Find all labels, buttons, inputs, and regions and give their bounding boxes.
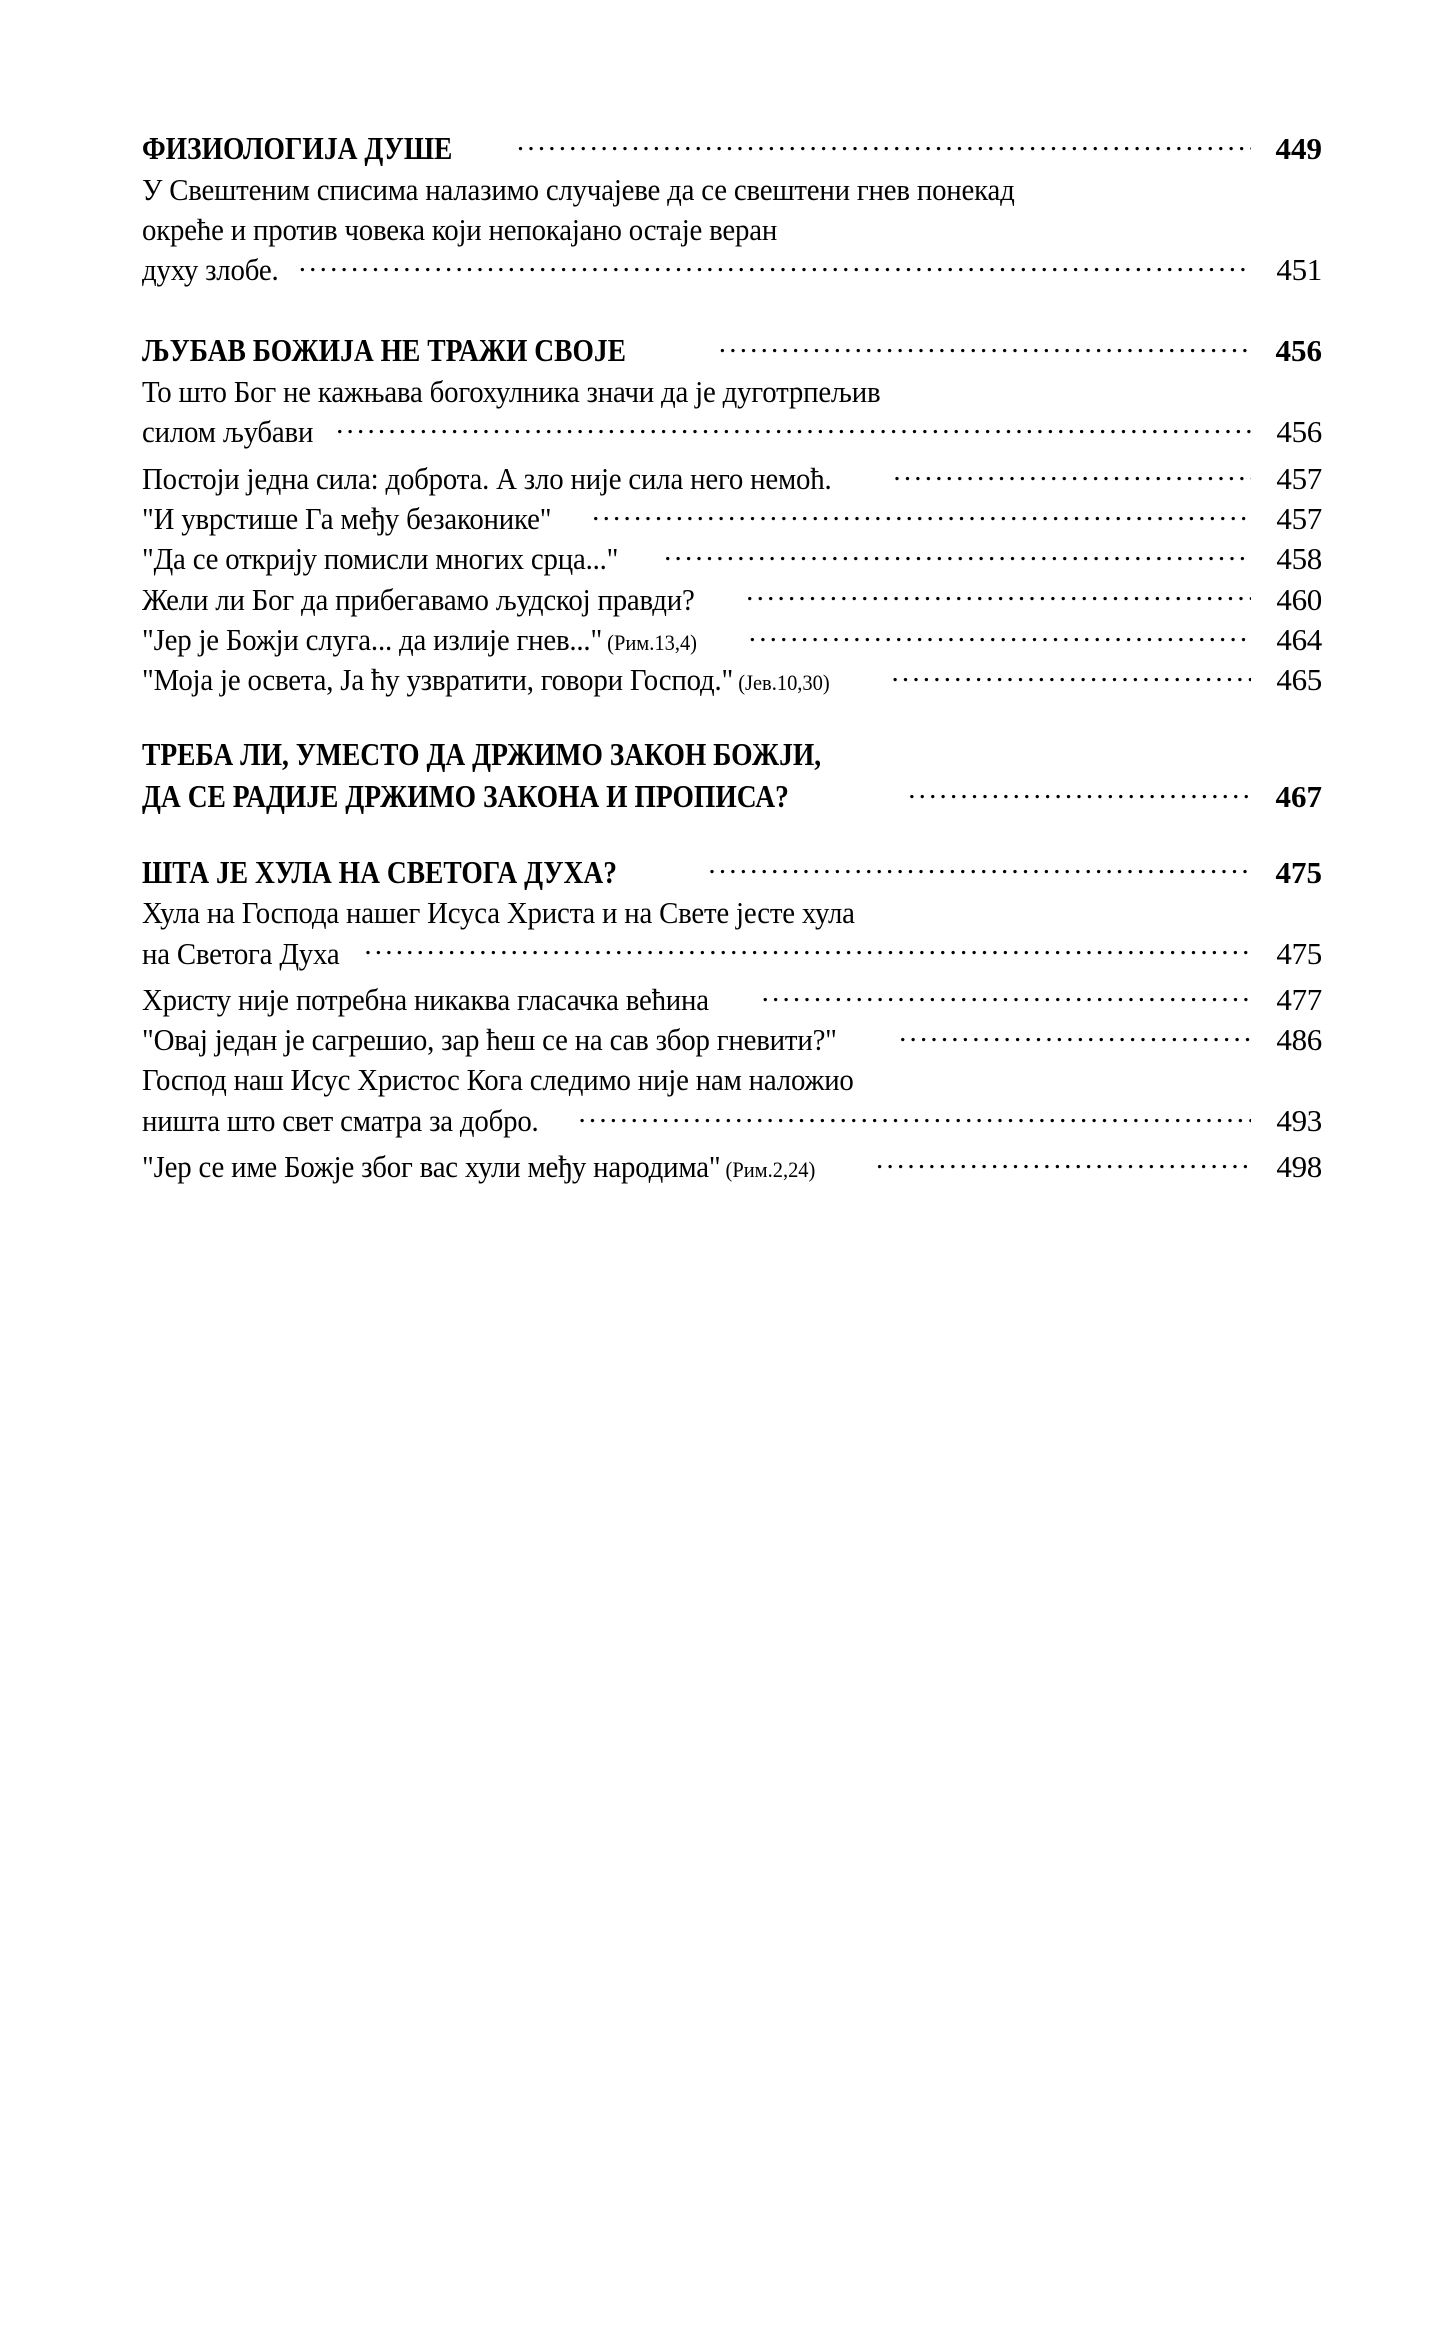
toc-entry-text: "Овај један је сагрешио, зар ћеш се на сав збор гневити?" — [142, 1022, 837, 1058]
toc-heading-row[interactable] — [142, 330, 1322, 372]
toc-heading-text: ШТА ЈЕ ХУЛА НА СВЕТОГА ДУХА? — [142, 853, 618, 890]
toc-entry-text: Христу није потребна никаква гласачка већина — [142, 981, 709, 1017]
toc-heading-row[interactable] — [142, 734, 1322, 776]
scripture-reference: (Јев.10,30) — [733, 670, 830, 696]
toc-entry-text: "Да се открију помисли многих срца..." — [142, 541, 619, 577]
toc-entry-row[interactable] — [142, 412, 1322, 452]
dot-leader — [746, 594, 1251, 610]
dot-leader — [762, 994, 1251, 1010]
dot-leader — [908, 791, 1251, 807]
toc-entry-text: силом љубави — [142, 414, 314, 450]
toc-entry-text: духу злобе. — [142, 252, 279, 288]
toc-entry-row[interactable] — [142, 620, 1322, 660]
page-number: 456 — [1275, 333, 1322, 369]
toc-entry-text: Господ наш Исус Христос Кога следимо није нам наложио — [142, 1062, 854, 1098]
page-number: 475 — [1276, 935, 1322, 971]
toc-entry-row[interactable] — [142, 170, 1322, 210]
toc-heading-text: ТРЕБА ЛИ, УМЕСТО ДА ДРЖИМО ЗАКОН БОЖЈИ, — [142, 736, 822, 773]
dot-leader — [708, 867, 1251, 883]
toc-entry-row[interactable] — [142, 1147, 1322, 1187]
toc-entry-text: То што Бог не кажњава богохулника значи да је дуготрпељив — [142, 374, 881, 410]
dot-leader — [891, 674, 1251, 690]
toc-entry-row[interactable] — [142, 372, 1322, 412]
toc-entry-text: У Свештеним списима налазимо случајеве да се свештени гнев понекад — [142, 171, 1015, 207]
dot-leader — [592, 513, 1251, 529]
page-number: 486 — [1276, 1022, 1322, 1058]
dot-leader — [336, 426, 1251, 442]
dot-leader — [364, 948, 1251, 964]
section-spacer — [142, 818, 1322, 852]
toc-entry-row[interactable] — [142, 980, 1322, 1020]
scripture-reference: (Рим.13,4) — [602, 629, 697, 655]
toc-entry-row[interactable] — [142, 1020, 1322, 1060]
page-number: 449 — [1275, 131, 1322, 166]
toc-entry-text: "Јер је Божји слуга... да излије гнев..." (Рим.13,4) — [142, 621, 697, 657]
toc-entry-row[interactable] — [142, 1060, 1322, 1100]
toc-entry-row[interactable] — [142, 934, 1322, 974]
toc-entry-row[interactable] — [142, 580, 1322, 620]
toc-entry-text: окреће и против човека који непокајано остаје веран — [142, 211, 778, 247]
toc-entry-text: "Јер се име Божје због вас хули међу народима" (Рим.2,24) — [142, 1149, 816, 1185]
toc-entry-row[interactable] — [142, 1101, 1322, 1141]
toc-heading-text: ЉУБАВ БОЖИЈА НЕ ТРАЖИ СВОЈЕ — [142, 332, 627, 369]
toc-heading-row[interactable] — [142, 852, 1322, 894]
toc-entry-text: "Моја је освета, Ја ћу узвратити, говори Господ." (Јев.10,30) — [142, 662, 830, 698]
dot-leader — [893, 473, 1251, 489]
page-number: 498 — [1276, 1149, 1322, 1185]
toc-heading-text: ДА СЕ РАДИЈЕ ДРЖИМО ЗАКОНА И ПРОПИСА? — [142, 778, 789, 815]
dot-leader — [517, 143, 1251, 159]
table-of-contents — [142, 128, 1322, 1187]
dot-leader — [876, 1161, 1251, 1177]
page-number: 477 — [1276, 981, 1322, 1017]
toc-heading-text: ФИЗИОЛОГИЈА ДУШЕ — [142, 130, 453, 166]
toc-entry-row[interactable] — [142, 660, 1322, 700]
toc-entry-row[interactable] — [142, 250, 1322, 290]
toc-entry-text: ништа што свет сматра за добро. — [142, 1102, 539, 1138]
toc-entry-text: Постоји једна сила: доброта. А зло није сила него немоћ. — [142, 460, 832, 496]
page-number: 467 — [1275, 779, 1322, 815]
toc-entry-row[interactable] — [142, 893, 1322, 933]
page-number: 465 — [1276, 662, 1322, 698]
page-number: 457 — [1276, 500, 1322, 536]
page-number: 460 — [1276, 581, 1322, 617]
page-number: 464 — [1276, 621, 1322, 657]
dot-leader — [299, 264, 1251, 280]
toc-entry-row[interactable] — [142, 539, 1322, 579]
dot-leader — [749, 634, 1251, 650]
page-number: 458 — [1276, 541, 1322, 577]
toc-entry-row[interactable] — [142, 210, 1322, 250]
toc-entry-row[interactable] — [142, 459, 1322, 499]
page-number: 493 — [1276, 1102, 1322, 1138]
dot-leader — [578, 1115, 1251, 1131]
page-number: 456 — [1276, 414, 1322, 450]
dot-leader — [899, 1034, 1251, 1050]
toc-entry-text: Жели ли Бог да прибегавамо људској правди? — [142, 581, 695, 617]
toc-heading-row[interactable] — [142, 128, 1322, 170]
page-number: 451 — [1276, 252, 1322, 288]
page-number: 475 — [1275, 854, 1322, 890]
toc-entry-text: Хула на Господа нашег Исуса Христа и на Свете јесте хула — [142, 895, 855, 931]
toc-entry-row[interactable] — [142, 499, 1322, 539]
toc-heading-row[interactable] — [142, 776, 1322, 818]
toc-entry-text: "И уврстише Га међу безаконике" — [142, 500, 552, 536]
section-spacer — [142, 296, 1322, 330]
scripture-reference: (Рим.2,24) — [720, 1157, 816, 1183]
page-number: 457 — [1276, 460, 1322, 496]
dot-leader — [719, 345, 1251, 361]
toc-entry-text: на Светога Духа — [142, 935, 340, 971]
dot-leader — [664, 553, 1251, 569]
section-spacer — [142, 700, 1322, 734]
